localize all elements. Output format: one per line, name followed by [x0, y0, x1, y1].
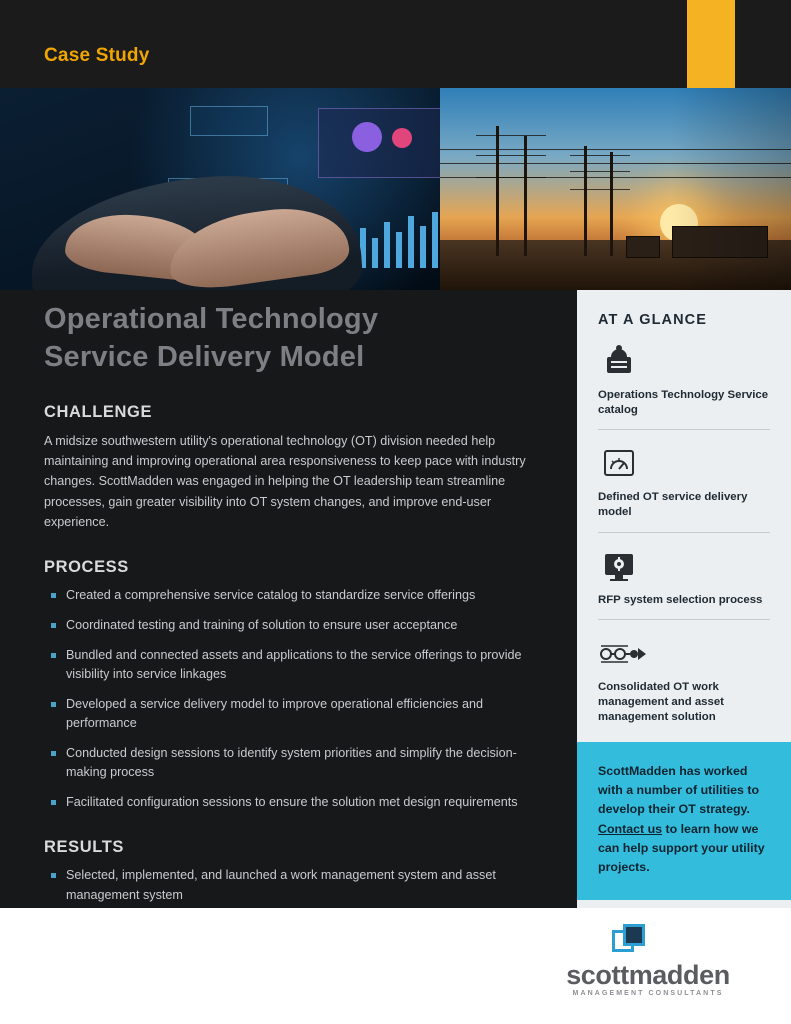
hero-vignette — [671, 88, 791, 290]
logo-wordmark: scottmadden — [566, 960, 730, 990]
list-item: Facilitated configuration sessions to ensure the solution met design requirements — [44, 793, 544, 813]
cta-text-after: to learn how we can help support your utility projects. — [598, 821, 765, 875]
section-heading-process: PROCESS — [44, 558, 129, 577]
sidebar-item-label: Operations Technology Service catalog — [598, 389, 769, 417]
workflow-process-icon — [598, 634, 770, 676]
page-title — [44, 300, 544, 377]
page-title-line-1: Operational Technology — [44, 303, 379, 335]
monitor-gear-icon — [598, 547, 770, 589]
hero-left-dashboard-photo — [0, 88, 470, 290]
sidebar-item-work-management — [598, 634, 770, 725]
cta-text — [598, 762, 766, 877]
sidebar-item-delivery-model — [598, 444, 770, 532]
logo-tagline: MANAGEMENT CONSULTANTS — [572, 990, 724, 997]
contact-us-link[interactable]: Contact us — [598, 821, 663, 836]
section-heading-challenge: CHALLENGE — [44, 402, 153, 421]
divider — [598, 532, 770, 533]
footer — [0, 908, 791, 1024]
sidebar-item-label: RFP system selection process — [598, 593, 763, 606]
contact-cta-box — [577, 742, 791, 900]
service-catalog-icon — [598, 342, 770, 384]
process-bullet-list — [44, 586, 544, 812]
list-item: Created a comprehensive service catalog to standardize service offerings — [44, 586, 544, 606]
eyebrow-case-study: Case Study — [44, 45, 150, 66]
challenge-paragraph: A midsize southwestern utility's operational technology (OT) division needed help maintaining and improving operational area responsiveness to keep pace with industry changes. ScottMadden was engaged in helping the OT leadership team streamline processes, gain greater visibility into OT system changes, and improve end-user experience. — [44, 433, 526, 530]
sidebar-item-rfp-selection — [598, 547, 770, 620]
gauge-meter-icon — [598, 444, 770, 486]
scottmadden-logo-icon — [612, 924, 646, 958]
list-item: Conducted design sessions to identify system priorities and simplify the decision-making process — [44, 744, 544, 783]
main-content — [44, 300, 544, 974]
cta-text-before: ScottMadden has worked with a number of utilities to develop their OT strategy. — [598, 764, 760, 817]
section-heading-results: RESULTS — [44, 838, 124, 857]
list-item: Coordinated testing and training of solution to ensure user acceptance — [44, 616, 544, 636]
divider — [598, 619, 770, 620]
divider — [598, 429, 770, 430]
list-item: Bundled and connected assets and applications to the service offerings to provide visibility into service linkages — [44, 646, 544, 685]
hero-image — [0, 88, 791, 290]
sidebar-item-label: Defined OT service delivery model — [598, 491, 748, 519]
sidebar-item-service-catalog — [598, 342, 770, 430]
page-title-line-2: Service Delivery Model — [44, 341, 365, 374]
list-item: Selected, implemented, and launched a work management system and asset management system — [44, 866, 544, 905]
list-item: Developed a service delivery model to improve operational efficiencies and performance — [44, 695, 544, 734]
sidebar-item-label: Consolidated OT work management and asset management solution — [598, 680, 724, 724]
sidebar-item-list — [598, 342, 770, 739]
sidebar-title: AT A GLANCE — [598, 312, 708, 328]
